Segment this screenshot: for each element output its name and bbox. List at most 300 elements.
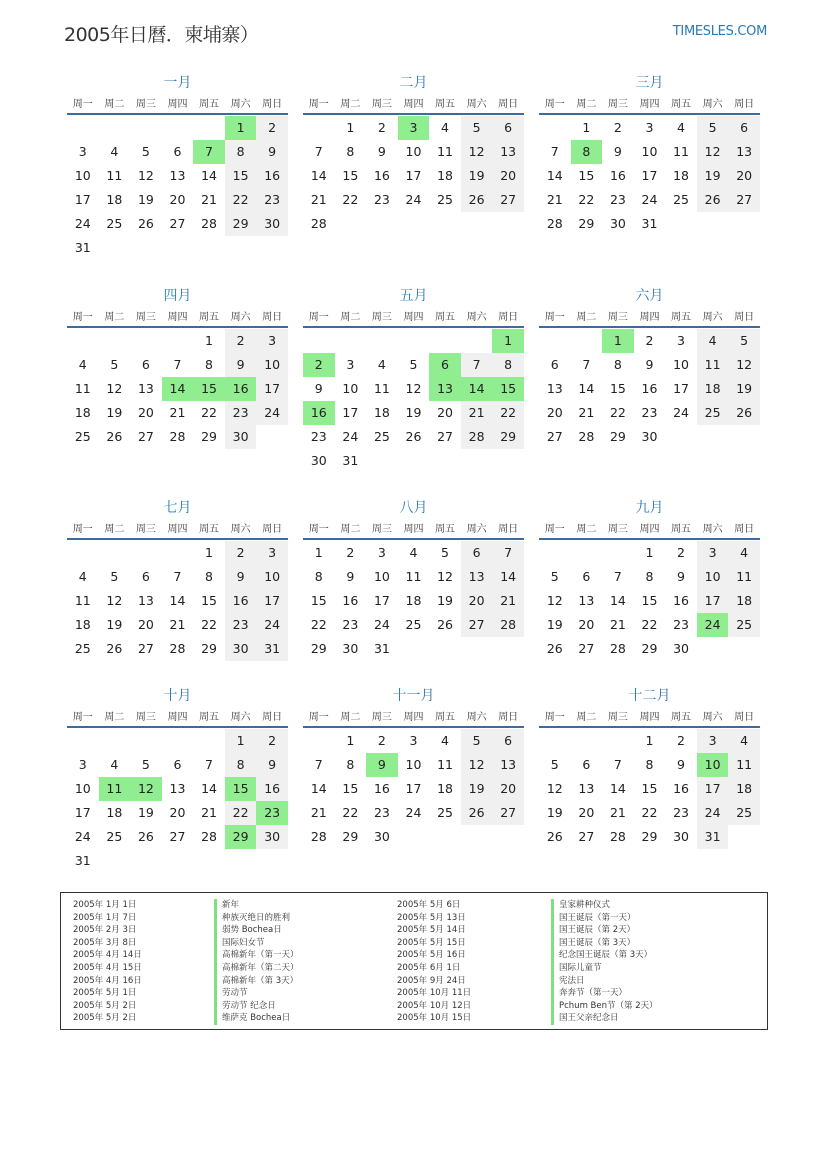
day-cell[interactable]: 1 [582, 120, 591, 135]
day-cell[interactable]: 28 [169, 429, 186, 444]
day-cell[interactable]: 18 [74, 617, 91, 632]
day-cell[interactable]: 11 [728, 565, 760, 589]
day-cell[interactable]: 8 [205, 357, 213, 372]
day-cell[interactable]: 20 [169, 805, 186, 820]
day-cell[interactable]: 21 [492, 589, 524, 613]
day-cell[interactable]: 2 [256, 729, 288, 753]
day-cell[interactable]: 28 [546, 216, 563, 231]
day-cell[interactable]: 4 [110, 144, 119, 159]
day-cell[interactable]: 3 [78, 144, 87, 159]
day-cell[interactable]: 24 [342, 429, 359, 444]
day-cell[interactable]: 13 [492, 140, 524, 164]
day-cell[interactable]: 6 [492, 729, 524, 753]
day-cell[interactable]: 26 [106, 641, 123, 656]
day-cell[interactable]: 16 [609, 168, 626, 183]
day-cell[interactable]: 4 [409, 545, 418, 560]
day-cell[interactable]: 27 [169, 216, 186, 231]
day-cell[interactable]: 9 [677, 569, 685, 584]
day-cell[interactable]: 25 [74, 429, 91, 444]
day-cell[interactable]: 22 [492, 401, 524, 425]
day-cell[interactable]: 12 [697, 140, 729, 164]
day-cell[interactable]: 23 [609, 192, 626, 207]
day-cell[interactable]: 14 [310, 168, 327, 183]
day-cell[interactable]: 12 [437, 569, 453, 584]
day-cell[interactable]: 28 [609, 829, 626, 844]
day-cell[interactable]: 27 [578, 829, 595, 844]
day-cell[interactable]: 9 [377, 144, 386, 159]
day-cell[interactable]: 7 [613, 569, 622, 584]
day-cell[interactable]: 19 [546, 617, 563, 632]
day-cell[interactable]: 18 [437, 168, 453, 183]
day-cell[interactable]: 8 [645, 569, 654, 584]
day-cell[interactable]: 28 [492, 613, 524, 637]
day-cell[interactable]: 10 [673, 357, 689, 372]
day-cell[interactable]: 4 [728, 729, 760, 753]
day-cell[interactable]: 15 [578, 168, 595, 183]
day-cell[interactable]: 23 [641, 405, 658, 420]
holiday-cell[interactable]: 23 [256, 801, 288, 825]
site-name[interactable]: TIMESLES.COM [672, 24, 767, 39]
day-cell[interactable]: 24 [373, 617, 390, 632]
day-cell[interactable]: 23 [225, 401, 257, 425]
day-cell[interactable]: 3 [346, 357, 355, 372]
day-cell[interactable]: 30 [673, 829, 689, 844]
day-cell[interactable]: 10 [256, 353, 288, 377]
day-cell[interactable]: 29 [641, 641, 658, 656]
day-cell[interactable]: 17 [697, 777, 729, 801]
day-cell[interactable]: 6 [141, 569, 150, 584]
day-cell[interactable]: 4 [377, 357, 386, 372]
day-cell[interactable]: 5 [697, 116, 729, 140]
holiday-cell[interactable]: 13 [429, 377, 461, 401]
day-cell[interactable]: 10 [373, 569, 390, 584]
day-cell[interactable]: 26 [546, 641, 563, 656]
day-cell[interactable]: 30 [256, 825, 288, 849]
day-cell[interactable]: 12 [405, 381, 422, 396]
day-cell[interactable]: 27 [169, 829, 186, 844]
day-cell[interactable]: 13 [461, 565, 493, 589]
day-cell[interactable]: 27 [437, 429, 453, 444]
day-cell[interactable]: 3 [677, 333, 685, 348]
day-cell[interactable]: 19 [106, 405, 123, 420]
day-cell[interactable]: 30 [342, 641, 359, 656]
day-cell[interactable]: 2 [677, 545, 685, 560]
day-cell[interactable]: 26 [137, 216, 154, 231]
day-cell[interactable]: 10 [74, 168, 91, 183]
day-cell[interactable]: 15 [609, 381, 626, 396]
day-cell[interactable]: 23 [673, 617, 689, 632]
day-cell[interactable]: 9 [225, 353, 257, 377]
day-cell[interactable]: 11 [74, 381, 91, 396]
holiday-cell[interactable]: 14 [461, 377, 493, 401]
day-cell[interactable]: 18 [74, 405, 91, 420]
day-cell[interactable]: 20 [461, 589, 493, 613]
day-cell[interactable]: 30 [641, 429, 658, 444]
day-cell[interactable]: 31 [74, 240, 91, 255]
day-cell[interactable]: 8 [613, 357, 622, 372]
day-cell[interactable]: 21 [546, 192, 563, 207]
day-cell[interactable]: 1 [205, 333, 213, 348]
day-cell[interactable]: 27 [492, 801, 524, 825]
day-cell[interactable]: 9 [314, 381, 323, 396]
day-cell[interactable]: 11 [728, 753, 760, 777]
day-cell[interactable]: 17 [373, 593, 390, 608]
day-cell[interactable]: 1 [205, 545, 213, 560]
day-cell[interactable]: 23 [373, 805, 390, 820]
day-cell[interactable]: 9 [225, 565, 257, 589]
day-cell[interactable]: 12 [461, 140, 493, 164]
day-cell[interactable]: 7 [173, 569, 182, 584]
day-cell[interactable]: 20 [728, 164, 760, 188]
day-cell[interactable]: 2 [346, 545, 355, 560]
day-cell[interactable]: 10 [74, 781, 91, 796]
day-cell[interactable]: 20 [578, 617, 595, 632]
day-cell[interactable]: 15 [225, 164, 257, 188]
day-cell[interactable]: 3 [697, 541, 729, 565]
day-cell[interactable]: 13 [578, 781, 595, 796]
day-cell[interactable]: 6 [728, 116, 760, 140]
day-cell[interactable]: 26 [405, 429, 422, 444]
day-cell[interactable]: 26 [728, 401, 760, 425]
day-cell[interactable]: 30 [373, 829, 390, 844]
day-cell[interactable]: 3 [78, 757, 87, 772]
day-cell[interactable]: 20 [437, 405, 453, 420]
day-cell[interactable]: 24 [641, 192, 658, 207]
day-cell[interactable]: 4 [441, 733, 449, 748]
day-cell[interactable]: 13 [137, 381, 154, 396]
day-cell[interactable]: 12 [546, 781, 563, 796]
day-cell[interactable]: 4 [441, 120, 449, 135]
day-cell[interactable]: 13 [546, 381, 563, 396]
day-cell[interactable]: 18 [373, 405, 390, 420]
day-cell[interactable]: 29 [578, 216, 595, 231]
day-cell[interactable]: 5 [110, 569, 119, 584]
day-cell[interactable]: 17 [405, 781, 422, 796]
day-cell[interactable]: 9 [256, 753, 288, 777]
day-cell[interactable]: 14 [201, 781, 217, 796]
day-cell[interactable]: 21 [201, 805, 217, 820]
day-cell[interactable]: 16 [256, 164, 288, 188]
day-cell[interactable]: 3 [697, 729, 729, 753]
day-cell[interactable]: 27 [578, 641, 595, 656]
day-cell[interactable]: 22 [609, 405, 626, 420]
day-cell[interactable]: 23 [373, 192, 390, 207]
day-cell[interactable]: 16 [256, 777, 288, 801]
day-cell[interactable]: 7 [461, 353, 493, 377]
day-cell[interactable]: 6 [173, 144, 182, 159]
day-cell[interactable]: 10 [342, 381, 359, 396]
day-cell[interactable]: 22 [641, 617, 658, 632]
day-cell[interactable]: 16 [673, 781, 689, 796]
day-cell[interactable]: 20 [137, 405, 154, 420]
day-cell[interactable]: 12 [461, 753, 493, 777]
day-cell[interactable]: 5 [550, 757, 559, 772]
day-cell[interactable]: 20 [492, 164, 524, 188]
day-cell[interactable]: 6 [550, 357, 559, 372]
day-cell[interactable]: 30 [225, 425, 257, 449]
day-cell[interactable]: 16 [373, 781, 390, 796]
day-cell[interactable]: 29 [342, 829, 359, 844]
day-cell[interactable]: 13 [169, 168, 186, 183]
day-cell[interactable]: 31 [697, 825, 729, 849]
day-cell[interactable]: 1 [346, 733, 355, 748]
day-cell[interactable]: 18 [106, 805, 123, 820]
day-cell[interactable]: 5 [728, 329, 760, 353]
day-cell[interactable]: 24 [405, 192, 422, 207]
day-cell[interactable]: 5 [141, 757, 150, 772]
day-cell[interactable]: 13 [169, 781, 186, 796]
day-cell[interactable]: 4 [78, 357, 87, 372]
day-cell[interactable]: 24 [256, 613, 288, 637]
day-cell[interactable]: 22 [578, 192, 595, 207]
day-cell[interactable]: 9 [613, 144, 622, 159]
day-cell[interactable]: 21 [461, 401, 493, 425]
day-cell[interactable]: 11 [697, 353, 729, 377]
day-cell[interactable]: 10 [256, 565, 288, 589]
day-cell[interactable]: 30 [673, 641, 689, 656]
day-cell[interactable]: 25 [437, 192, 453, 207]
day-cell[interactable]: 8 [314, 569, 323, 584]
day-cell[interactable]: 22 [201, 405, 217, 420]
day-cell[interactable]: 26 [106, 429, 123, 444]
day-cell[interactable]: 9 [346, 569, 355, 584]
holiday-cell[interactable]: 29 [225, 825, 257, 849]
day-cell[interactable]: 4 [78, 569, 87, 584]
day-cell[interactable]: 18 [728, 589, 760, 613]
day-cell[interactable]: 30 [310, 453, 327, 468]
day-cell[interactable]: 1 [645, 733, 654, 748]
day-cell[interactable]: 28 [310, 216, 327, 231]
day-cell[interactable]: 4 [697, 329, 729, 353]
day-cell[interactable]: 12 [546, 593, 563, 608]
day-cell[interactable]: 16 [225, 589, 257, 613]
day-cell[interactable]: 25 [106, 216, 123, 231]
day-cell[interactable]: 19 [546, 805, 563, 820]
day-cell[interactable]: 12 [137, 168, 154, 183]
day-cell[interactable]: 6 [173, 757, 182, 772]
day-cell[interactable]: 22 [342, 192, 359, 207]
day-cell[interactable]: 29 [310, 641, 327, 656]
day-cell[interactable]: 19 [697, 164, 729, 188]
day-cell[interactable]: 26 [546, 829, 563, 844]
day-cell[interactable]: 8 [225, 140, 257, 164]
day-cell[interactable]: 29 [225, 212, 257, 236]
day-cell[interactable]: 10 [641, 144, 658, 159]
day-cell[interactable]: 3 [377, 545, 386, 560]
day-cell[interactable]: 25 [728, 613, 760, 637]
day-cell[interactable]: 19 [728, 377, 760, 401]
day-cell[interactable]: 31 [641, 216, 658, 231]
day-cell[interactable]: 28 [201, 829, 217, 844]
day-cell[interactable]: 18 [437, 781, 453, 796]
day-cell[interactable]: 17 [256, 377, 288, 401]
day-cell[interactable]: 23 [342, 617, 359, 632]
day-cell[interactable]: 14 [609, 781, 626, 796]
day-cell[interactable]: 25 [437, 805, 453, 820]
day-cell[interactable]: 8 [492, 353, 524, 377]
day-cell[interactable]: 5 [461, 116, 493, 140]
day-cell[interactable]: 6 [141, 357, 150, 372]
holiday-cell[interactable]: 2 [303, 353, 335, 377]
day-cell[interactable]: 29 [201, 641, 217, 656]
day-cell[interactable]: 28 [169, 641, 186, 656]
day-cell[interactable]: 28 [310, 829, 327, 844]
day-cell[interactable]: 19 [137, 192, 154, 207]
day-cell[interactable]: 30 [256, 212, 288, 236]
holiday-cell[interactable]: 10 [697, 753, 729, 777]
day-cell[interactable]: 12 [728, 353, 760, 377]
day-cell[interactable]: 2 [677, 733, 685, 748]
day-cell[interactable]: 22 [342, 805, 359, 820]
day-cell[interactable]: 22 [201, 617, 217, 632]
day-cell[interactable]: 7 [205, 757, 213, 772]
day-cell[interactable]: 19 [461, 164, 493, 188]
day-cell[interactable]: 27 [546, 429, 563, 444]
day-cell[interactable]: 17 [641, 168, 658, 183]
day-cell[interactable]: 26 [137, 829, 154, 844]
day-cell[interactable]: 3 [256, 329, 288, 353]
day-cell[interactable]: 31 [342, 453, 359, 468]
day-cell[interactable]: 24 [405, 805, 422, 820]
day-cell[interactable]: 31 [256, 637, 288, 661]
day-cell[interactable]: 21 [201, 192, 217, 207]
day-cell[interactable]: 16 [641, 381, 658, 396]
day-cell[interactable]: 27 [492, 188, 524, 212]
day-cell[interactable]: 25 [373, 429, 390, 444]
day-cell[interactable]: 18 [728, 777, 760, 801]
day-cell[interactable]: 5 [409, 357, 418, 372]
day-cell[interactable]: 11 [673, 144, 689, 159]
day-cell[interactable]: 15 [310, 593, 327, 608]
day-cell[interactable]: 8 [645, 757, 654, 772]
day-cell[interactable]: 25 [697, 401, 729, 425]
day-cell[interactable]: 13 [492, 753, 524, 777]
holiday-cell[interactable]: 1 [225, 116, 257, 140]
day-cell[interactable]: 22 [641, 805, 658, 820]
day-cell[interactable]: 14 [201, 168, 217, 183]
day-cell[interactable]: 29 [201, 429, 217, 444]
day-cell[interactable]: 28 [201, 216, 217, 231]
day-cell[interactable]: 17 [405, 168, 422, 183]
day-cell[interactable]: 19 [437, 593, 453, 608]
day-cell[interactable]: 18 [697, 377, 729, 401]
day-cell[interactable]: 15 [342, 781, 359, 796]
day-cell[interactable]: 20 [492, 777, 524, 801]
day-cell[interactable]: 16 [373, 168, 390, 183]
day-cell[interactable]: 11 [74, 593, 91, 608]
holiday-cell[interactable]: 1 [602, 329, 634, 353]
day-cell[interactable]: 14 [546, 168, 563, 183]
day-cell[interactable]: 26 [461, 188, 493, 212]
day-cell[interactable]: 30 [609, 216, 626, 231]
day-cell[interactable]: 10 [405, 757, 422, 772]
day-cell[interactable]: 8 [205, 569, 213, 584]
day-cell[interactable]: 15 [342, 168, 359, 183]
day-cell[interactable]: 5 [141, 144, 150, 159]
day-cell[interactable]: 27 [137, 641, 154, 656]
day-cell[interactable]: 21 [578, 405, 595, 420]
day-cell[interactable]: 13 [137, 593, 154, 608]
day-cell[interactable]: 8 [225, 753, 257, 777]
day-cell[interactable]: 7 [613, 757, 622, 772]
day-cell[interactable]: 15 [201, 593, 217, 608]
day-cell[interactable]: 17 [342, 405, 359, 420]
day-cell[interactable]: 21 [609, 805, 626, 820]
day-cell[interactable]: 2 [256, 116, 288, 140]
day-cell[interactable]: 14 [609, 593, 626, 608]
day-cell[interactable]: 26 [697, 188, 729, 212]
day-cell[interactable]: 13 [578, 593, 595, 608]
day-cell[interactable]: 22 [310, 617, 327, 632]
day-cell[interactable]: 25 [673, 192, 689, 207]
day-cell[interactable]: 24 [697, 801, 729, 825]
day-cell[interactable]: 25 [74, 641, 91, 656]
day-cell[interactable]: 15 [641, 593, 658, 608]
day-cell[interactable]: 1 [314, 545, 323, 560]
day-cell[interactable]: 9 [256, 140, 288, 164]
day-cell[interactable]: 1 [346, 120, 355, 135]
day-cell[interactable]: 3 [645, 120, 654, 135]
day-cell[interactable]: 1 [225, 729, 257, 753]
day-cell[interactable]: 25 [728, 801, 760, 825]
holiday-cell[interactable]: 24 [697, 613, 729, 637]
day-cell[interactable]: 12 [106, 593, 123, 608]
day-cell[interactable]: 7 [314, 757, 323, 772]
day-cell[interactable]: 5 [550, 569, 559, 584]
day-cell[interactable]: 5 [441, 545, 449, 560]
holiday-cell[interactable]: 16 [303, 401, 335, 425]
day-cell[interactable]: 7 [582, 357, 591, 372]
holiday-cell[interactable]: 12 [130, 777, 162, 801]
day-cell[interactable]: 23 [310, 429, 327, 444]
day-cell[interactable]: 29 [609, 429, 626, 444]
day-cell[interactable]: 7 [173, 357, 182, 372]
day-cell[interactable]: 8 [346, 757, 355, 772]
day-cell[interactable]: 22 [225, 188, 257, 212]
day-cell[interactable]: 30 [225, 637, 257, 661]
day-cell[interactable]: 19 [405, 405, 422, 420]
day-cell[interactable]: 7 [314, 144, 323, 159]
day-cell[interactable]: 20 [546, 405, 563, 420]
day-cell[interactable]: 2 [645, 333, 654, 348]
day-cell[interactable]: 23 [673, 805, 689, 820]
day-cell[interactable]: 6 [492, 116, 524, 140]
day-cell[interactable]: 27 [728, 188, 760, 212]
day-cell[interactable]: 24 [74, 216, 91, 231]
day-cell[interactable]: 20 [578, 805, 595, 820]
day-cell[interactable]: 5 [461, 729, 493, 753]
day-cell[interactable]: 2 [225, 329, 257, 353]
day-cell[interactable]: 29 [492, 425, 524, 449]
day-cell[interactable]: 21 [310, 805, 327, 820]
day-cell[interactable]: 28 [461, 425, 493, 449]
day-cell[interactable]: 19 [461, 777, 493, 801]
day-cell[interactable]: 10 [405, 144, 422, 159]
holiday-cell[interactable]: 8 [571, 140, 603, 164]
day-cell[interactable]: 19 [106, 617, 123, 632]
day-cell[interactable]: 4 [728, 541, 760, 565]
day-cell[interactable]: 14 [492, 565, 524, 589]
day-cell[interactable]: 11 [437, 144, 453, 159]
day-cell[interactable]: 6 [582, 757, 591, 772]
day-cell[interactable]: 2 [377, 733, 386, 748]
holiday-cell[interactable]: 15 [492, 377, 524, 401]
day-cell[interactable]: 11 [373, 381, 390, 396]
holiday-cell[interactable]: 6 [429, 353, 461, 377]
day-cell[interactable]: 17 [74, 192, 91, 207]
day-cell[interactable]: 14 [578, 381, 595, 396]
day-cell[interactable]: 3 [409, 733, 418, 748]
